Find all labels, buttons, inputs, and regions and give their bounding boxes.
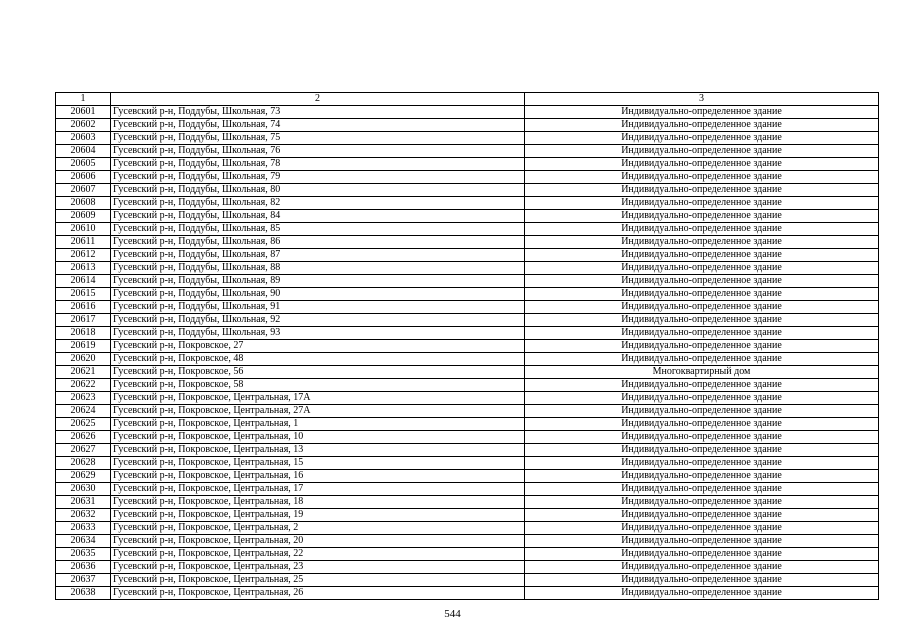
table-header-row <box>56 93 879 106</box>
row-number-cell: 20622 <box>56 379 111 392</box>
table-row <box>56 158 879 171</box>
address-cell: Гусевский р-н, Поддубы, Школьная, 90 <box>111 288 525 301</box>
object-type-cell: Индивидуально-определенное здание <box>525 418 879 431</box>
row-number-cell: 20627 <box>56 444 111 457</box>
row-number-cell: 20618 <box>56 327 111 340</box>
row-number-cell: 20624 <box>56 405 111 418</box>
object-type-cell: Индивидуально-определенное здание <box>525 405 879 418</box>
table-body <box>56 106 879 600</box>
address-cell: Гусевский р-н, Покровское, 48 <box>111 353 525 366</box>
address-cell: Гусевский р-н, Покровское, 58 <box>111 379 525 392</box>
register-table <box>55 92 879 600</box>
table-row <box>56 561 879 574</box>
address-cell: Гусевский р-н, Покровское, 56 <box>111 366 525 379</box>
object-type-cell: Индивидуально-определенное здание <box>525 470 879 483</box>
row-number-cell: 20602 <box>56 119 111 132</box>
object-type-cell: Индивидуально-определенное здание <box>525 444 879 457</box>
object-type-cell: Индивидуально-определенное здание <box>525 431 879 444</box>
object-type-cell: Индивидуально-определенное здание <box>525 574 879 587</box>
row-number-cell: 20620 <box>56 353 111 366</box>
table-row <box>56 431 879 444</box>
address-cell: Гусевский р-н, Покровское, Центральная, 22 <box>111 548 525 561</box>
object-type-cell: Индивидуально-определенное здание <box>525 288 879 301</box>
object-type-cell: Индивидуально-определенное здание <box>525 314 879 327</box>
address-cell: Гусевский р-н, Покровское, Центральная, 27А <box>111 405 525 418</box>
object-type-cell: Индивидуально-определенное здание <box>525 535 879 548</box>
address-cell: Гусевский р-н, Поддубы, Школьная, 93 <box>111 327 525 340</box>
table-row <box>56 184 879 197</box>
table-row <box>56 327 879 340</box>
row-number-cell: 20626 <box>56 431 111 444</box>
table-row <box>56 379 879 392</box>
object-type-cell: Индивидуально-определенное здание <box>525 236 879 249</box>
table-row <box>56 340 879 353</box>
row-number-cell: 20619 <box>56 340 111 353</box>
header-cell-address: 2 <box>111 93 525 106</box>
row-number-cell: 20636 <box>56 561 111 574</box>
address-cell: Гусевский р-н, Покровское, Центральная, 20 <box>111 535 525 548</box>
address-cell: Гусевский р-н, Поддубы, Школьная, 87 <box>111 249 525 262</box>
object-type-cell: Индивидуально-определенное здание <box>525 262 879 275</box>
table-row <box>56 535 879 548</box>
address-cell: Гусевский р-н, Покровское, Центральная, 10 <box>111 431 525 444</box>
row-number-cell: 20608 <box>56 197 111 210</box>
address-cell: Гусевский р-н, Покровское, Центральная, 1 <box>111 418 525 431</box>
table-row <box>56 587 879 600</box>
address-cell: Гусевский р-н, Покровское, Центральная, 26 <box>111 587 525 600</box>
row-number-cell: 20611 <box>56 236 111 249</box>
table-row <box>56 496 879 509</box>
table-row <box>56 223 879 236</box>
row-number-cell: 20630 <box>56 483 111 496</box>
address-cell: Гусевский р-н, Покровское, Центральная, 16 <box>111 470 525 483</box>
address-cell: Гусевский р-н, Покровское, Центральная, 19 <box>111 509 525 522</box>
object-type-cell: Индивидуально-определенное здание <box>525 353 879 366</box>
table-row <box>56 262 879 275</box>
row-number-cell: 20631 <box>56 496 111 509</box>
object-type-cell: Индивидуально-определенное здание <box>525 327 879 340</box>
row-number-cell: 20632 <box>56 509 111 522</box>
address-cell: Гусевский р-н, Поддубы, Школьная, 75 <box>111 132 525 145</box>
object-type-cell: Индивидуально-определенное здание <box>525 197 879 210</box>
table-row <box>56 145 879 158</box>
table-row <box>56 210 879 223</box>
table-row <box>56 574 879 587</box>
object-type-cell: Индивидуально-определенное здание <box>525 379 879 392</box>
row-number-cell: 20633 <box>56 522 111 535</box>
object-type-cell: Индивидуально-определенное здание <box>525 457 879 470</box>
address-cell: Гусевский р-н, Поддубы, Школьная, 82 <box>111 197 525 210</box>
table-row <box>56 132 879 145</box>
row-number-cell: 20612 <box>56 249 111 262</box>
table-row <box>56 301 879 314</box>
object-type-cell: Индивидуально-определенное здание <box>525 249 879 262</box>
address-cell: Гусевский р-н, Поддубы, Школьная, 86 <box>111 236 525 249</box>
row-number-cell: 20628 <box>56 457 111 470</box>
address-cell: Гусевский р-н, Поддубы, Школьная, 84 <box>111 210 525 223</box>
address-cell: Гусевский р-н, Покровское, Центральная, 23 <box>111 561 525 574</box>
table-row <box>56 314 879 327</box>
row-number-cell: 20623 <box>56 392 111 405</box>
row-number-cell: 20614 <box>56 275 111 288</box>
object-type-cell: Индивидуально-определенное здание <box>525 587 879 600</box>
page-number: 544 <box>444 608 461 620</box>
row-number-cell: 20635 <box>56 548 111 561</box>
object-type-cell: Индивидуально-определенное здание <box>525 158 879 171</box>
object-type-cell: Индивидуально-определенное здание <box>525 223 879 236</box>
row-number-cell: 20638 <box>56 587 111 600</box>
address-cell: Гусевский р-н, Поддубы, Школьная, 88 <box>111 262 525 275</box>
row-number-cell: 20634 <box>56 535 111 548</box>
row-number-cell: 20603 <box>56 132 111 145</box>
row-number-cell: 20610 <box>56 223 111 236</box>
row-number-cell: 20629 <box>56 470 111 483</box>
table-row <box>56 405 879 418</box>
object-type-cell: Индивидуально-определенное здание <box>525 132 879 145</box>
table-row <box>56 509 879 522</box>
object-type-cell: Многоквартирный дом <box>525 366 879 379</box>
address-cell: Гусевский р-н, Поддубы, Школьная, 79 <box>111 171 525 184</box>
table-row <box>56 197 879 210</box>
object-type-cell: Индивидуально-определенное здание <box>525 171 879 184</box>
address-cell: Гусевский р-н, Покровское, Центральная, 13 <box>111 444 525 457</box>
address-cell: Гусевский р-н, Поддубы, Школьная, 76 <box>111 145 525 158</box>
row-number-cell: 20615 <box>56 288 111 301</box>
row-number-cell: 20604 <box>56 145 111 158</box>
table-row <box>56 275 879 288</box>
table-row <box>56 119 879 132</box>
row-number-cell: 20607 <box>56 184 111 197</box>
object-type-cell: Индивидуально-определенное здание <box>525 509 879 522</box>
object-type-cell: Индивидуально-определенное здание <box>525 561 879 574</box>
object-type-cell: Индивидуально-определенное здание <box>525 548 879 561</box>
object-type-cell: Индивидуально-определенное здание <box>525 496 879 509</box>
address-cell: Гусевский р-н, Покровское, Центральная, 25 <box>111 574 525 587</box>
address-cell: Гусевский р-н, Покровское, 27 <box>111 340 525 353</box>
table-row <box>56 548 879 561</box>
object-type-cell: Индивидуально-определенное здание <box>525 392 879 405</box>
object-type-cell: Индивидуально-определенное здание <box>525 145 879 158</box>
table-row <box>56 522 879 535</box>
object-type-cell: Индивидуально-определенное здание <box>525 106 879 119</box>
address-cell: Гусевский р-н, Поддубы, Школьная, 74 <box>111 119 525 132</box>
address-cell: Гусевский р-н, Покровское, Центральная, 17 <box>111 483 525 496</box>
address-cell: Гусевский р-н, Поддубы, Школьная, 78 <box>111 158 525 171</box>
row-number-cell: 20617 <box>56 314 111 327</box>
table-row <box>56 288 879 301</box>
object-type-cell: Индивидуально-определенное здание <box>525 184 879 197</box>
table-row <box>56 353 879 366</box>
table-header <box>56 93 879 106</box>
row-number-cell: 20601 <box>56 106 111 119</box>
address-cell: Гусевский р-н, Поддубы, Школьная, 80 <box>111 184 525 197</box>
address-cell: Гусевский р-н, Поддубы, Школьная, 92 <box>111 314 525 327</box>
object-type-cell: Индивидуально-определенное здание <box>525 340 879 353</box>
table-row <box>56 106 879 119</box>
row-number-cell: 20621 <box>56 366 111 379</box>
table-row <box>56 392 879 405</box>
header-cell-object-type: 3 <box>525 93 879 106</box>
table-row <box>56 236 879 249</box>
address-cell: Гусевский р-н, Поддубы, Школьная, 85 <box>111 223 525 236</box>
object-type-cell: Индивидуально-определенное здание <box>525 522 879 535</box>
address-cell: Гусевский р-н, Покровское, Центральная, 18 <box>111 496 525 509</box>
row-number-cell: 20609 <box>56 210 111 223</box>
table-row <box>56 470 879 483</box>
row-number-cell: 20637 <box>56 574 111 587</box>
table-row <box>56 249 879 262</box>
table-row <box>56 483 879 496</box>
object-type-cell: Индивидуально-определенное здание <box>525 119 879 132</box>
address-cell: Гусевский р-н, Поддубы, Школьная, 89 <box>111 275 525 288</box>
address-cell: Гусевский р-н, Покровское, Центральная, 17А <box>111 392 525 405</box>
object-type-cell: Индивидуально-определенное здание <box>525 301 879 314</box>
row-number-cell: 20613 <box>56 262 111 275</box>
table-row <box>56 171 879 184</box>
object-type-cell: Индивидуально-определенное здание <box>525 210 879 223</box>
address-cell: Гусевский р-н, Покровское, Центральная, 15 <box>111 457 525 470</box>
table-row <box>56 366 879 379</box>
row-number-cell: 20616 <box>56 301 111 314</box>
table-row <box>56 457 879 470</box>
table-row <box>56 418 879 431</box>
row-number-cell: 20605 <box>56 158 111 171</box>
address-cell: Гусевский р-н, Поддубы, Школьная, 73 <box>111 106 525 119</box>
header-cell-number: 1 <box>56 93 111 106</box>
row-number-cell: 20625 <box>56 418 111 431</box>
row-number-cell: 20606 <box>56 171 111 184</box>
table-row <box>56 444 879 457</box>
object-type-cell: Индивидуально-определенное здание <box>525 275 879 288</box>
address-cell: Гусевский р-н, Поддубы, Школьная, 91 <box>111 301 525 314</box>
address-cell: Гусевский р-н, Покровское, Центральная, 2 <box>111 522 525 535</box>
object-type-cell: Индивидуально-определенное здание <box>525 483 879 496</box>
